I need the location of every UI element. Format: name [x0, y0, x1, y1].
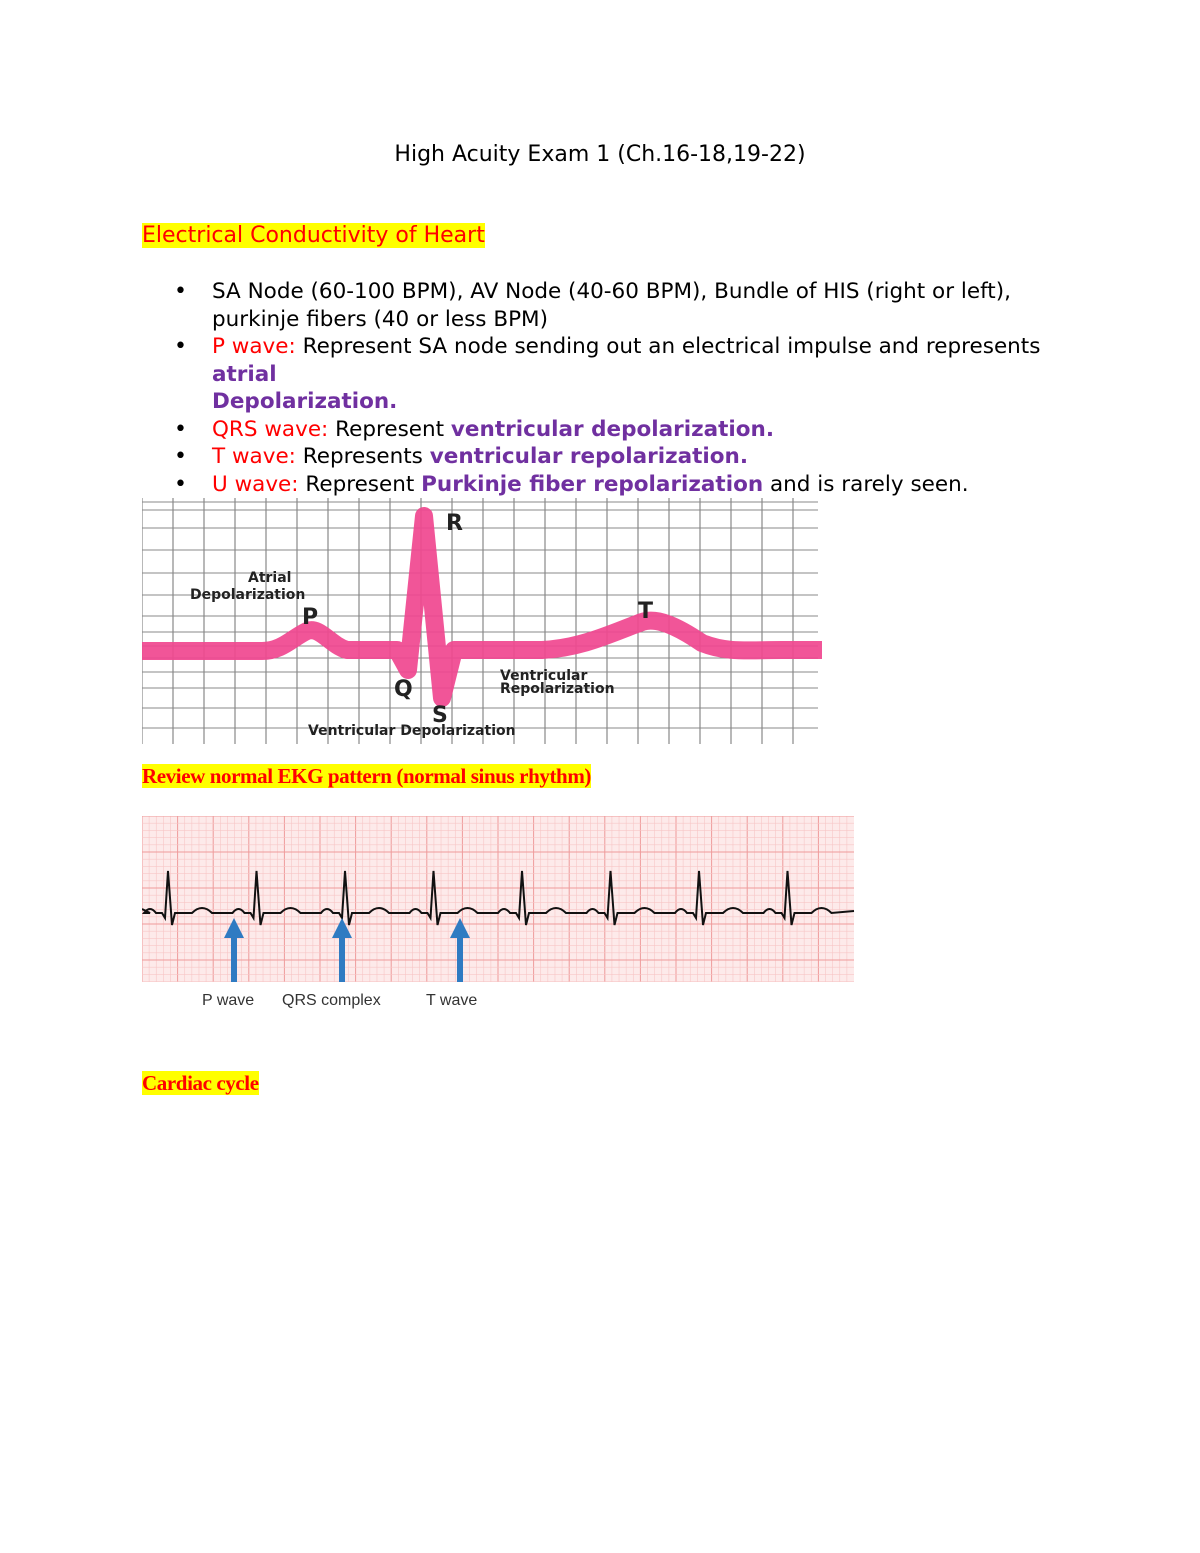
sinus-rhythm-strip [142, 816, 856, 1012]
q-label: Q [394, 677, 413, 702]
ventricular-repolarization-line1: Ventricular [500, 668, 588, 684]
s-label: S [432, 703, 448, 728]
list-item: • U wave: Represent Purkinje fiber repolarization and is rarely seen. [142, 471, 1062, 499]
r-label: R [446, 511, 463, 536]
atrial-label-line2: Depolarization [190, 587, 306, 603]
qrs-complex-caption: QRS complex [282, 992, 381, 1009]
ventricular-depolarization-label: Ventricular Depolarization [308, 723, 516, 739]
ekg-trace [142, 516, 822, 698]
list-item: • SA Node (60-100 BPM), AV Node (40-60 BPM), Bundle of HIS (right or left), purkinje fibers (40 or less BPM) [142, 278, 1062, 333]
t-label: T [638, 599, 654, 624]
ekg-grid [142, 498, 818, 744]
arrow-shaft [231, 934, 237, 982]
arrow-shaft [457, 934, 463, 982]
arrow-shaft [339, 934, 345, 982]
page-title: High Acuity Exam 1 (Ch.16-18,19-22) [394, 142, 806, 167]
atrial-label-line1: Atrial [248, 570, 292, 586]
list-item: • T wave: Represents ventricular repolarization. [142, 443, 1062, 471]
ventricular-repolarization-line2: Repolarization [500, 681, 615, 697]
section-heading-conductivity: Electrical Conductivity of Heart [142, 223, 485, 248]
conductivity-list [142, 278, 1062, 498]
section-heading-ekg-pattern: Review normal EKG pattern (normal sinus rhythm) [142, 764, 592, 788]
p-label: P [302, 605, 319, 630]
list-item: • P wave: Represent SA node sending out an electrical impulse and represents atrial Depolarization. [142, 333, 1062, 416]
list-item: • QRS wave: Represent ventricular depolarization. [142, 416, 1062, 444]
section-heading-cardiac-cycle: Cardiac cycle [142, 1071, 259, 1095]
p-wave-caption: P wave [202, 992, 255, 1009]
ekg-waveform-diagram [142, 498, 822, 746]
t-wave-caption: T wave [426, 992, 478, 1009]
ekg-paper-grid [142, 816, 854, 982]
